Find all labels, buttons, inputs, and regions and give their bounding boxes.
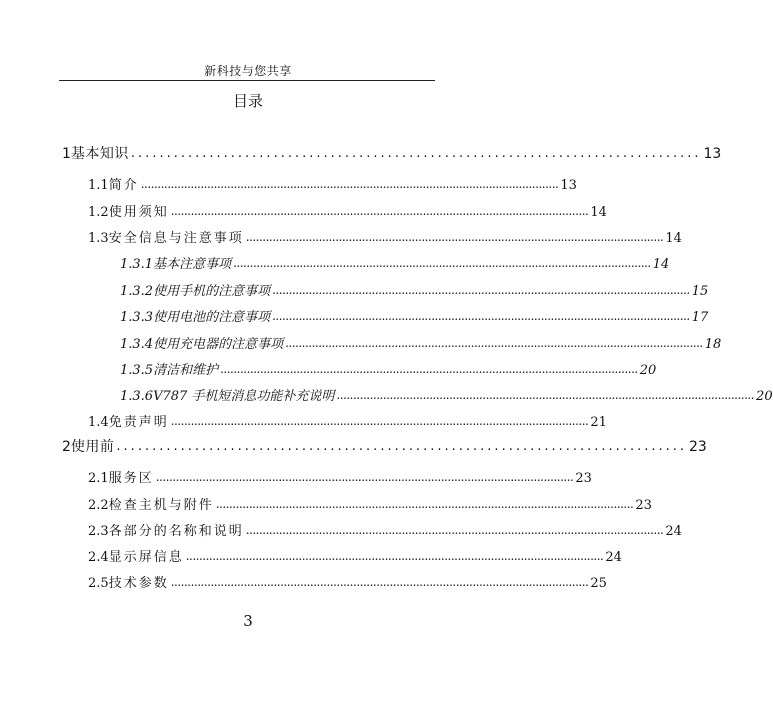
toc-entry-1-4[interactable] [88,411,607,430]
toc-entry-1-3[interactable] [88,227,682,246]
toc-entry-2-5[interactable] [88,572,607,591]
toc-entry-label: 各部分的名称和说明 [108,524,244,539]
toc-entry-page: 20 [639,363,657,378]
page-number: 3 [243,612,253,630]
dot-leader: ................................................................................ [116,439,688,454]
toc-entry-1[interactable] [62,143,722,163]
toc-entry-2-3[interactable] [88,520,682,539]
dot-leader: .............................................................................................................................. [220,362,638,376]
toc-entry-number: 1.4 [88,415,109,430]
toc-entry-1-3-2[interactable] [120,280,709,299]
toc-entry-label: 检查主机与附件 [108,498,214,513]
toc-entry-label: 免责声明 [108,415,169,430]
toc-entry-label: 清洁和维护 [153,363,219,378]
toc-entry-page: 20 [756,389,773,404]
toc-entry-label: 使用须知 [108,205,169,220]
dot-leader: .............................................................................................................................. [170,414,589,428]
toc-entry-page: 23 [689,439,707,455]
dot-leader: .............................................................................................................................. [336,388,755,402]
toc-entry-1-2[interactable] [88,201,607,220]
toc-entry-1-3-6[interactable] [120,385,773,404]
toc-entry-label: 基本知识 [70,146,129,162]
dot-leader: .............................................................................................................................. [170,575,589,589]
toc-entry-page: 13 [560,178,577,193]
dot-leader: .............................................................................................................................. [170,204,589,218]
toc-entry-2-4[interactable] [88,546,622,565]
dot-leader: ................................................................................ [130,146,702,161]
toc-entry-1-1[interactable] [88,174,577,193]
toc-entry-page: 14 [652,257,670,272]
toc-entry-number: 2 [62,439,71,455]
toc-entry-page: 14 [590,205,607,220]
toc-entry-number: 2.2 [88,498,109,513]
dot-leader: .............................................................................................................................. [245,523,664,537]
toc-entry-page: 18 [704,337,722,352]
toc-entry-1-3-3[interactable] [120,306,709,325]
toc-entry-page: 13 [703,146,722,162]
toc-entry-2-1[interactable] [88,467,592,486]
toc-entry-page: 14 [665,231,682,246]
dot-leader: .............................................................................................................................. [233,256,651,270]
dot-leader: .............................................................................................................................. [285,336,703,350]
toc-entry-label: 安全信息与注意事项 [108,231,244,246]
toc-entry-label: 技术参数 [108,576,169,591]
toc-entry-label: 使用充电器的注意事项 [153,337,284,352]
toc-entry-label: 显示屏信息 [108,550,184,565]
toc-entry-number: 1.2 [88,205,109,220]
toc-entry-label: 使用手机的注意事项 [153,284,271,299]
toc-entry-label: 使用电池的注意事项 [153,310,271,325]
header-rule [59,80,435,81]
toc-entry-number: 1 [62,146,71,162]
toc-entry-page: 23 [575,471,592,486]
toc-entry-page: 25 [590,576,607,591]
toc-entry-page: 17 [691,310,709,325]
dot-leader: .............................................................................................................................. [245,230,664,244]
toc-entry-label: 服务区 [108,471,154,486]
dot-leader: .............................................................................................................................. [155,470,574,484]
dot-leader: .............................................................................................................................. [272,283,690,297]
toc-entry-number: 1.3.3 [120,310,154,325]
toc-entry-number: 1.3.2 [120,284,154,299]
toc-entry-number: 2.3 [88,524,109,539]
dot-leader: .............................................................................................................................. [215,497,634,511]
toc-entry-number: 2.1 [88,471,109,486]
toc-entry-page: 24 [605,550,622,565]
running-header: 新科技与您共享 [204,64,292,78]
toc-entry-label: 使用前 [70,439,115,455]
toc-entry-page: 15 [691,284,709,299]
toc-entry-2-2[interactable] [88,494,652,513]
toc-entry-page: 21 [590,415,607,430]
toc-entry-number: 1.3.6 [120,389,154,404]
dot-leader: .............................................................................................................................. [185,549,604,563]
toc-title: 目录 [232,92,263,110]
toc-entry-number: 1.3.1 [120,257,154,272]
toc-entry-label: 简介 [108,178,139,193]
toc-entry-page: 24 [665,524,682,539]
dot-leader: .............................................................................................................................. [272,309,690,323]
toc-entry-1-3-4[interactable] [120,333,722,352]
dot-leader: .............................................................................................................................. [140,177,559,191]
toc-entry-number: 1.3.4 [120,337,154,352]
toc-entry-2[interactable] [62,436,707,456]
toc-entry-label: 基本注意事项 [153,257,232,272]
toc-entry-number: 2.5 [88,576,109,591]
toc-entry-1-3-5[interactable] [120,359,657,378]
toc-entry-1-3-1[interactable] [120,253,670,272]
toc-entry-number: 1.1 [88,178,109,193]
toc-entry-number: 1.3 [88,231,109,246]
toc-entry-page: 23 [635,498,652,513]
toc-entry-number: 2.4 [88,550,109,565]
toc-entry-number: 1.3.5 [120,363,154,378]
toc-entry-label: V787 手机短消息功能补充说明 [153,389,335,404]
